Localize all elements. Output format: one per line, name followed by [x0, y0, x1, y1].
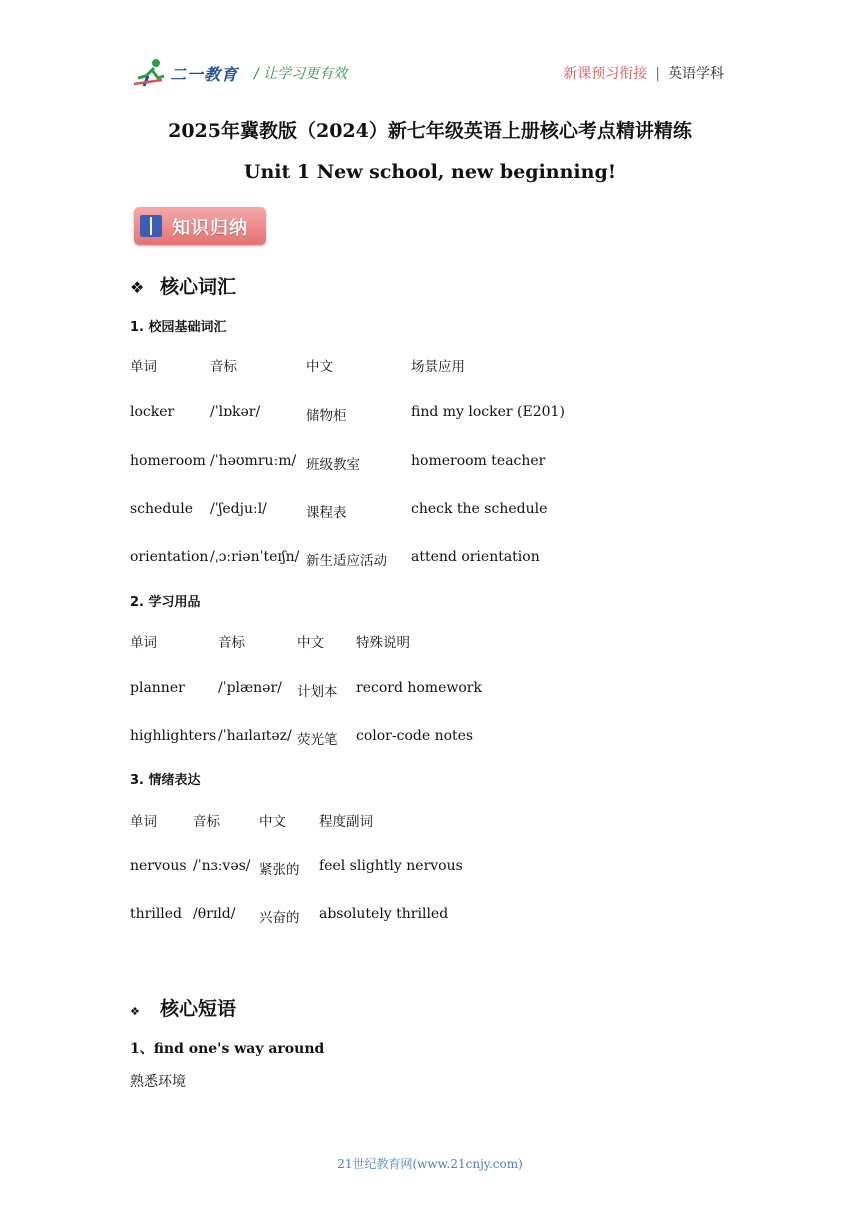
- runner-logo-icon: [130, 56, 170, 90]
- table-row: homeroom /ˈhəʊmruːm/ 班级教室 homeroom teacher: [130, 453, 546, 473]
- header-slogan: / 让学习更有效: [254, 66, 348, 82]
- table-row: thrilled /θrɪld/ 兴奋的 absolutely thrilled: [130, 906, 449, 926]
- logo: [130, 56, 242, 90]
- table-header-row: 单词 音标 中文 特殊说明: [130, 635, 410, 651]
- book-icon: [140, 215, 162, 237]
- table-row: nervous /ˈnɜːvəs/ 紧张的 feel slightly nervous: [130, 858, 463, 878]
- logo-text: 二一教育: [170, 65, 239, 84]
- table-header-row: 单词 音标 中文 程度副词: [130, 814, 373, 830]
- diamond-bullet-icon: ❖: [130, 1005, 140, 1018]
- table-row: planner /ˈplænər/ 计划本 record homework: [130, 680, 482, 700]
- page-header: [130, 56, 724, 90]
- header-right: [563, 63, 724, 83]
- phrase-item: 1、find one's way around: [130, 1041, 325, 1057]
- table-row: highlighters /ˈhaɪlaɪtəz/ 荧光笔 color-code notes: [130, 728, 474, 748]
- vocab-section-heading: ❖ 核心词汇: [130, 276, 237, 298]
- phrase-section-heading: ❖ 核心短语: [130, 998, 237, 1020]
- document-title: 2025年冀教版（2024）新七年级英语上册核心考点精讲精练: [168, 120, 692, 142]
- vocab-group-title: 2. 学习用品: [130, 595, 201, 610]
- diamond-bullet-icon: ❖: [130, 278, 145, 297]
- badge-label: 知识归纳: [172, 218, 248, 239]
- table-row: orientation /ˌɔːriənˈteɪʃn/ 新生适应活动 attend orientation: [130, 549, 540, 569]
- header-subject-label: 英语学科: [668, 66, 724, 82]
- table-header-row: 单词 音标 中文 场景应用: [130, 359, 465, 375]
- document-subtitle: Unit 1 New school, new beginning!: [243, 161, 617, 183]
- vocab-group-title: 1. 校园基础词汇: [130, 320, 227, 335]
- table-row: schedule /ˈʃedjuːl/ 课程表 check the schedule: [130, 501, 548, 521]
- page-footer[interactable]: 21世纪教育网(www.21cnjy.com): [337, 1157, 523, 1171]
- table-row: locker /ˈlɒkər/ 储物柜 find my locker (E201): [130, 404, 565, 424]
- header-preview-label: 新课预习衔接: [563, 66, 648, 82]
- phrase-meaning: 熟悉环境: [130, 1074, 186, 1090]
- header-separator: |: [655, 66, 660, 82]
- knowledge-summary-badge: [134, 207, 266, 245]
- vocab-group-title: 3. 情绪表达: [130, 773, 201, 788]
